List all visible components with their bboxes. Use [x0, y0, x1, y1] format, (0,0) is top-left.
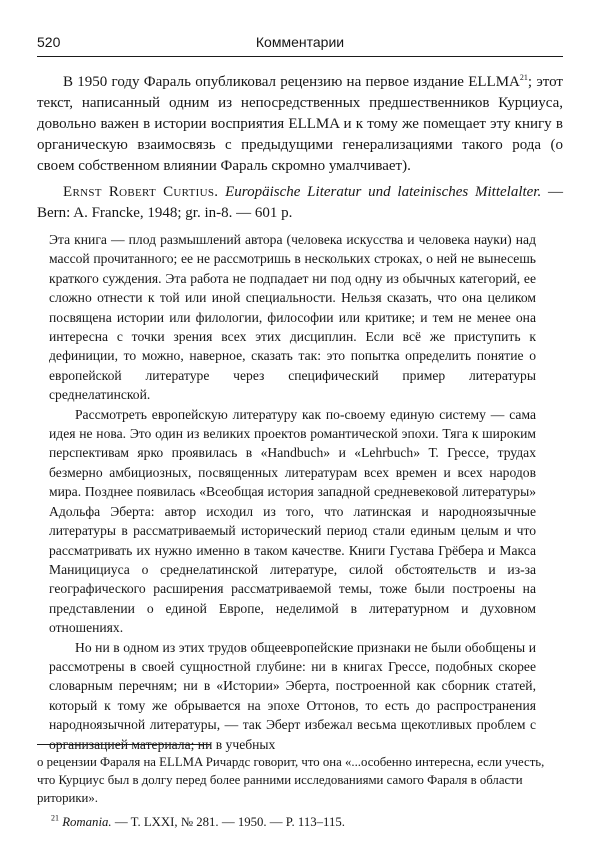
footnote-21: [37, 813, 563, 831]
page-header: [37, 32, 563, 57]
review-paragraph: Но ни в одном из этих трудов общеевропейские признаки не были обобщены и рассмотрены в своей сущностной глубине: ни в книгах Грессе, подобных скорее словарным перечням; ни в «Истории» Эберта, построенной как сборник статей, который к тому же обрывается на эпохе Оттонов, то есть до распространения народноязычной литературы, — так Эберт избежал весьма щекотливых проблем с организацией материала; ни в учебных: [49, 639, 536, 752]
footnote-details: — T. LXXI, № 281. — 1950. — P. 113–115.: [114, 815, 345, 829]
intro-text-after-ref: ; этот текст, написанный одним из непосредственных предшественников Курциуса, довольно важен в истории восприятия ELLMA и к тому же помещает эту книгу в органическую взаимосвязь с предыдущими генерализациями такого рода (о своем собственном влиянии Фараль скромно умалчивает).: [37, 74, 563, 174]
review-text: [49, 230, 536, 754]
intro-text-before-ref: В 1950 году Фараль опубликовал рецензию на первое издание ELLMA: [63, 74, 520, 90]
intro-text: [37, 72, 563, 177]
biblio-imprint: — Bern: A. Francke, 1948; gr. in-8. — 601 p.: [37, 184, 564, 221]
footnote-divider: [37, 744, 210, 745]
biblio-line: [37, 182, 563, 224]
running-title: Комментарии: [255, 34, 345, 50]
footnote-source: Romania.: [62, 815, 112, 829]
bibliographic-entry: [37, 182, 563, 224]
footnotes: [37, 753, 563, 831]
footnote-continuation: о рецензии Фараля на ELLMA Ричардс говорит, что она «...особенно интересна, если учесть, что Курциус был в долгу перед более ранними исследованиями самого Фараля в области риторики».: [37, 755, 545, 805]
intro-paragraph: [37, 72, 563, 177]
footnote-number: 21: [51, 813, 59, 823]
review-paragraph: Рассмотреть европейскую литературу как по-своему единую систему — сама идея не нова. Это один из великих проектов романтической эпохи. Тяга к широким перспективам ярко проявилась в «Handbuch» и «Lehrbuch» Т. Грессе, трудах безмерно амбициозных, посвященных литературам всех времен и всех народов мира. Позднее появилась «Всеобщая история западной средневековой литературы» Адольфа Эберта: автор исходил из того, что латинская и народноязычные литературы в рассматриваемый исторический период стали единым целым и что рассматривать их нужно именно в таком качестве. Книги Густава Грёбера и Макса Маницициуса о среднелатинской литературе, силой обстоятельств и из-за географического расширения рассматриваемой темы, тоже были построены на представлении о единой Европе, неделимой в литературном и духовном отношениях.: [49, 406, 536, 636]
footnote-ref-21: 21: [519, 73, 528, 82]
page-number: 520: [37, 34, 61, 50]
biblio-author: Ernst Robert Curtius.: [63, 184, 219, 200]
review-paragraph: Эта книга — плод размышлений автора (человека искусства и человека науки) над массой прочитанного; ее не рассмотришь в нескольких строках, о ней не вынесешь краткого суждения. Эта работа не подпадает ни под одну из обычных категорий, ее сложно отнести к той или иной специальности. Нельзя сказать, что она целиком посвящена истории или филологии, философии или критике; и тем не менее она интересна с точки зрения всех этих дисциплин. Если всё же приступить к дефиниции, то можно, наверное, сказать так: это попытка определить понятие о европейской литературе через специфический пример литературы среднелатинской.: [49, 232, 536, 403]
biblio-title: Europäische Literatur und lateinisches Mittelalter.: [225, 184, 542, 200]
